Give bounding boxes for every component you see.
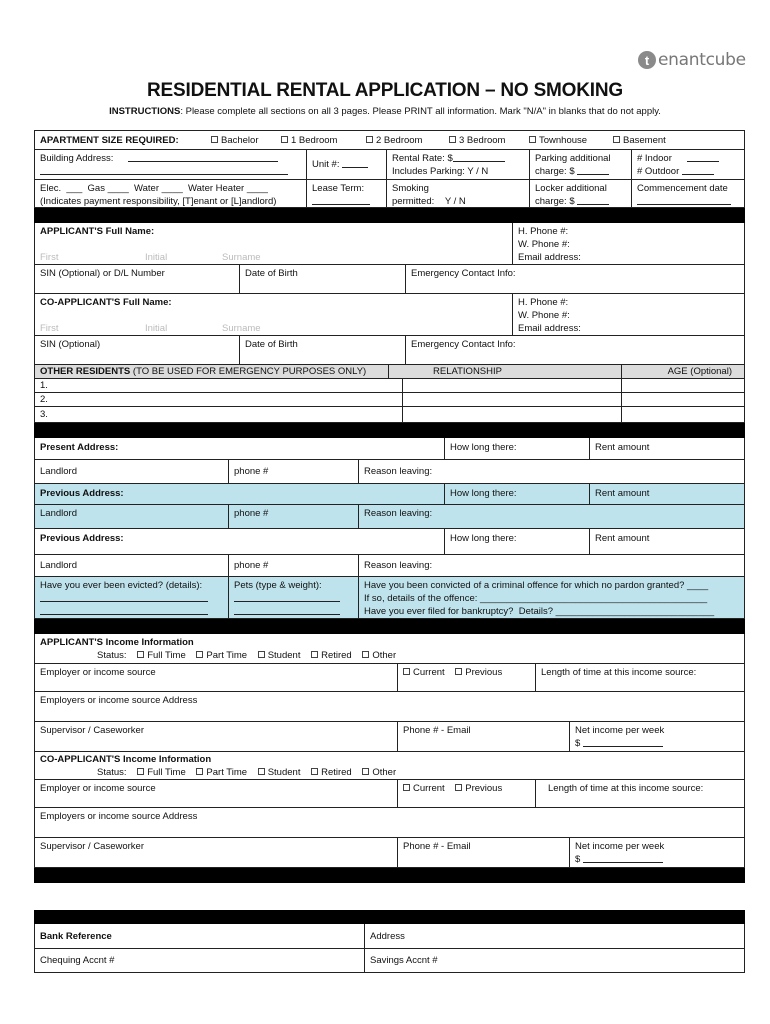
previous-landlord-field[interactable]: Landlord xyxy=(35,505,229,528)
co-applicant-employer-address-row xyxy=(34,808,745,838)
co-applicant-emergency-field[interactable]: Emergency Contact Info: xyxy=(411,339,516,350)
applicant-supervisor-field[interactable]: Supervisor / Caseworker xyxy=(35,722,398,751)
option-townhouse[interactable]: Townhouse xyxy=(529,134,587,147)
resident-name-field[interactable]: 1. xyxy=(35,379,403,392)
resident-relationship-field[interactable] xyxy=(403,393,622,406)
bank-reference-row xyxy=(34,924,745,949)
previous-2-reason-field[interactable]: Reason leaving: xyxy=(364,560,433,571)
co-applicant-supervisor-row xyxy=(34,838,745,868)
present-how-long-field[interactable]: How long there: xyxy=(445,438,590,459)
utilities-field[interactable]: Elec. ___ Gas ____ Water ____ Water Heater ____ (Indicates payment responsibility, [T]enant or [L]andlord) xyxy=(35,180,307,207)
section-divider xyxy=(34,423,745,438)
status-other[interactable]: Other xyxy=(362,767,396,778)
current-checkbox[interactable]: Current xyxy=(403,667,445,678)
applicant-id-row xyxy=(34,265,745,294)
option-basement[interactable]: Basement xyxy=(613,134,666,147)
application-form xyxy=(34,130,745,883)
applicant-employer-field[interactable]: Employer or income source xyxy=(35,664,398,691)
logo-wordmark: enantcube xyxy=(658,50,746,70)
apartment-size-row xyxy=(34,130,745,150)
co-applicant-phone-email-field[interactable]: Phone # - Email xyxy=(398,838,570,867)
previous-checkbox[interactable]: Previous xyxy=(455,667,502,678)
applicant-net-income-field[interactable]: Net income per week $ xyxy=(575,725,665,749)
checkbox-icon xyxy=(362,768,369,775)
section-divider xyxy=(34,208,745,223)
option-1-bedroom[interactable]: 1 Bedroom xyxy=(281,134,337,147)
co-applicant-net-income-field[interactable]: Net income per week $ xyxy=(575,841,665,865)
co-applicant-dob-field[interactable]: Date of Birth xyxy=(240,336,406,364)
present-address-field[interactable]: Present Address: xyxy=(35,438,445,459)
checkbox-icon xyxy=(529,136,536,143)
applicant-income-header xyxy=(34,634,745,664)
co-applicant-supervisor-field[interactable]: Supervisor / Caseworker xyxy=(35,838,398,867)
previous-address-2-row xyxy=(34,529,745,555)
present-address-row xyxy=(34,438,745,460)
previous-landlord-phone-field[interactable]: phone # xyxy=(229,505,359,528)
applicant-name-field[interactable]: APPLICANT'S Full Name: First Initial Surname xyxy=(35,223,513,264)
previous-2-landlord-field[interactable]: Landlord xyxy=(35,555,229,576)
applicant-name-row xyxy=(34,223,745,265)
resident-row xyxy=(34,379,745,393)
smoking-field[interactable]: Smoking permitted: Y / N xyxy=(387,180,530,207)
applicant-sin-field[interactable]: SIN (Optional) or D/L Number xyxy=(35,265,240,293)
checkbox-icon xyxy=(196,768,203,775)
co-applicant-contact-field[interactable]: H. Phone #: W. Phone #: Email address: xyxy=(518,297,581,334)
present-reason-field[interactable]: Reason leaving: xyxy=(364,466,433,477)
resident-name-field[interactable]: 3. xyxy=(35,407,403,422)
previous-checkbox[interactable]: Previous xyxy=(455,783,502,794)
status-part-time[interactable]: Part Time xyxy=(196,650,247,661)
checkbox-icon xyxy=(311,768,318,775)
chequing-account-field[interactable]: Chequing Accnt # xyxy=(35,949,365,972)
lease-term-field[interactable]: Lease Term: xyxy=(307,180,387,207)
savings-account-field[interactable]: Savings Accnt # xyxy=(370,955,438,966)
previous-2-rent-field[interactable]: Rent amount xyxy=(595,533,650,544)
checkbox-icon xyxy=(455,668,462,675)
checkbox-icon xyxy=(362,651,369,658)
resident-relationship-field[interactable] xyxy=(403,379,622,392)
resident-row xyxy=(34,393,745,407)
resident-name-field[interactable]: 2. xyxy=(35,393,403,406)
co-applicant-name-field[interactable]: CO-APPLICANT'S Full Name: First Initial Surname xyxy=(35,294,513,335)
co-applicant-employment-status xyxy=(398,780,536,807)
checkbox-icon xyxy=(196,651,203,658)
applicant-emergency-field[interactable]: Emergency Contact Info: xyxy=(411,268,516,279)
co-applicant-length-field[interactable]: Length of time at this income source: xyxy=(548,783,704,794)
utilities-row xyxy=(34,180,745,208)
co-applicant-employer-row xyxy=(34,780,745,808)
applicant-supervisor-row xyxy=(34,722,745,752)
building-address-field[interactable]: Building Address: xyxy=(35,150,307,179)
instructions: INSTRUCTIONS: Please complete all sections on all 3 pages. Please PRINT all information. Mark "N/A" in blanks that do not apply. xyxy=(109,106,661,117)
resident-age-field[interactable] xyxy=(622,379,746,392)
present-landlord-phone-field[interactable]: phone # xyxy=(229,460,359,483)
evicted-field[interactable]: Have you ever been evicted? (details): xyxy=(35,577,229,618)
checkbox-icon xyxy=(137,651,144,658)
co-applicant-employer-address-field[interactable]: Employers or income source Address xyxy=(40,811,198,822)
parking-count-field[interactable]: # Indoor # Outdoor xyxy=(632,150,746,179)
status-retired[interactable]: Retired xyxy=(311,650,352,661)
parking-additional-field[interactable]: Parking additional charge: $ xyxy=(530,150,632,179)
applicant-income-status: APPLICANT'S Income Information Status: Full Time Part Time Student Retired Other xyxy=(40,637,397,661)
previous-rent-field[interactable]: Rent amount xyxy=(595,488,650,499)
co-applicant-income-status: CO-APPLICANT'S Income Information Status: Full Time Part Time Student Retired Other xyxy=(40,754,397,778)
criminal-bankruptcy-field[interactable]: Have you been convicted of a criminal offence for which no pardon granted? ____ If so, details of the offence: ___________________________________________ Have you ever filed for bankruptcy? Details? ______________________________ xyxy=(364,580,715,617)
applicant-employer-address-field[interactable]: Employers or income source Address xyxy=(40,695,198,706)
status-full-time[interactable]: Full Time xyxy=(137,650,186,661)
previous-reason-field[interactable]: Reason leaving: xyxy=(364,508,433,519)
resident-row xyxy=(34,407,745,423)
apartment-size-label: APARTMENT SIZE REQUIRED: xyxy=(40,135,179,146)
checkbox-icon xyxy=(366,136,373,143)
building-row xyxy=(34,150,745,180)
commencement-field[interactable]: Commencement date xyxy=(632,180,746,207)
resident-relationship-field[interactable] xyxy=(403,407,622,422)
previous-2-landlord-phone-field[interactable]: phone # xyxy=(229,555,359,576)
status-part-time[interactable]: Part Time xyxy=(196,767,247,778)
resident-age-field[interactable] xyxy=(622,407,746,422)
applicant-contact-field[interactable]: H. Phone #: W. Phone #: Email address: xyxy=(518,226,581,263)
rental-rate-field[interactable]: Rental Rate: $ Includes Parking: Y / N xyxy=(387,150,530,179)
unit-field[interactable]: Unit #: xyxy=(307,150,387,179)
checkbox-icon xyxy=(311,651,318,658)
applicant-employment-status xyxy=(398,664,536,691)
checkbox-icon xyxy=(258,651,265,658)
co-applicant-name-row xyxy=(34,294,745,336)
logo-mark: t xyxy=(638,51,656,69)
status-student[interactable]: Student xyxy=(258,767,301,778)
co-applicant-income-header xyxy=(34,752,745,780)
co-applicant-id-row xyxy=(34,336,745,365)
checkbox-icon xyxy=(613,136,620,143)
previous-address-field[interactable]: Previous Address: xyxy=(35,484,445,504)
checkbox-icon xyxy=(137,768,144,775)
pets-field[interactable]: Pets (type & weight): xyxy=(229,577,359,618)
current-checkbox[interactable]: Current xyxy=(403,783,445,794)
section-divider xyxy=(34,619,745,634)
checkbox-icon xyxy=(403,668,410,675)
section-divider xyxy=(34,868,745,883)
other-residents-header: OTHER RESIDENTS (TO BE USED FOR EMERGENCY PURPOSES ONLY) RELATIONSHIP AGE (Optional) xyxy=(34,365,745,379)
checkbox-icon xyxy=(455,784,462,791)
status-other[interactable]: Other xyxy=(362,650,396,661)
option-2-bedroom[interactable]: 2 Bedroom xyxy=(366,134,422,147)
applicant-employer-row xyxy=(34,664,745,692)
bank-section xyxy=(34,910,745,973)
resident-age-field[interactable] xyxy=(622,393,746,406)
previous-2-how-long-field[interactable]: How long there: xyxy=(445,529,590,554)
locker-field[interactable]: Locker additional charge: $ xyxy=(530,180,632,207)
previous-how-long-field[interactable]: How long there: xyxy=(445,484,590,504)
checkbox-icon xyxy=(281,136,288,143)
status-student[interactable]: Student xyxy=(258,650,301,661)
checkbox-icon xyxy=(403,784,410,791)
previous-address-2-field[interactable]: Previous Address: xyxy=(35,529,445,554)
present-rent-field[interactable]: Rent amount xyxy=(595,442,650,453)
option-3-bedroom[interactable]: 3 Bedroom xyxy=(449,134,505,147)
applicant-dob-field[interactable]: Date of Birth xyxy=(240,265,406,293)
bank-reference-field[interactable]: Bank Reference xyxy=(35,924,365,948)
previous-landlord-row xyxy=(34,505,745,529)
checkbox-icon xyxy=(258,768,265,775)
status-retired[interactable]: Retired xyxy=(311,767,352,778)
present-landlord-row xyxy=(34,460,745,484)
history-row xyxy=(34,577,745,619)
applicant-employer-address-row xyxy=(34,692,745,722)
tenantcube-logo xyxy=(638,46,748,74)
co-applicant-employer-field[interactable]: Employer or income source xyxy=(35,780,398,807)
co-applicant-sin-field[interactable]: SIN (Optional) xyxy=(35,336,240,364)
previous-address-row xyxy=(34,484,745,505)
section-divider xyxy=(34,910,745,924)
option-bachelor[interactable]: Bachelor xyxy=(211,134,259,147)
previous-2-landlord-row xyxy=(34,555,745,577)
present-landlord-field[interactable]: Landlord xyxy=(35,460,229,483)
checkbox-icon xyxy=(211,136,218,143)
bank-address-field[interactable]: Address xyxy=(370,931,405,942)
applicant-length-field[interactable]: Length of time at this income source: xyxy=(541,667,697,678)
bank-accounts-row xyxy=(34,949,745,973)
status-full-time[interactable]: Full Time xyxy=(137,767,186,778)
checkbox-icon xyxy=(449,136,456,143)
page-title: RESIDENTIAL RENTAL APPLICATION – NO SMOKING xyxy=(147,80,623,101)
applicant-phone-email-field[interactable]: Phone # - Email xyxy=(398,722,570,751)
